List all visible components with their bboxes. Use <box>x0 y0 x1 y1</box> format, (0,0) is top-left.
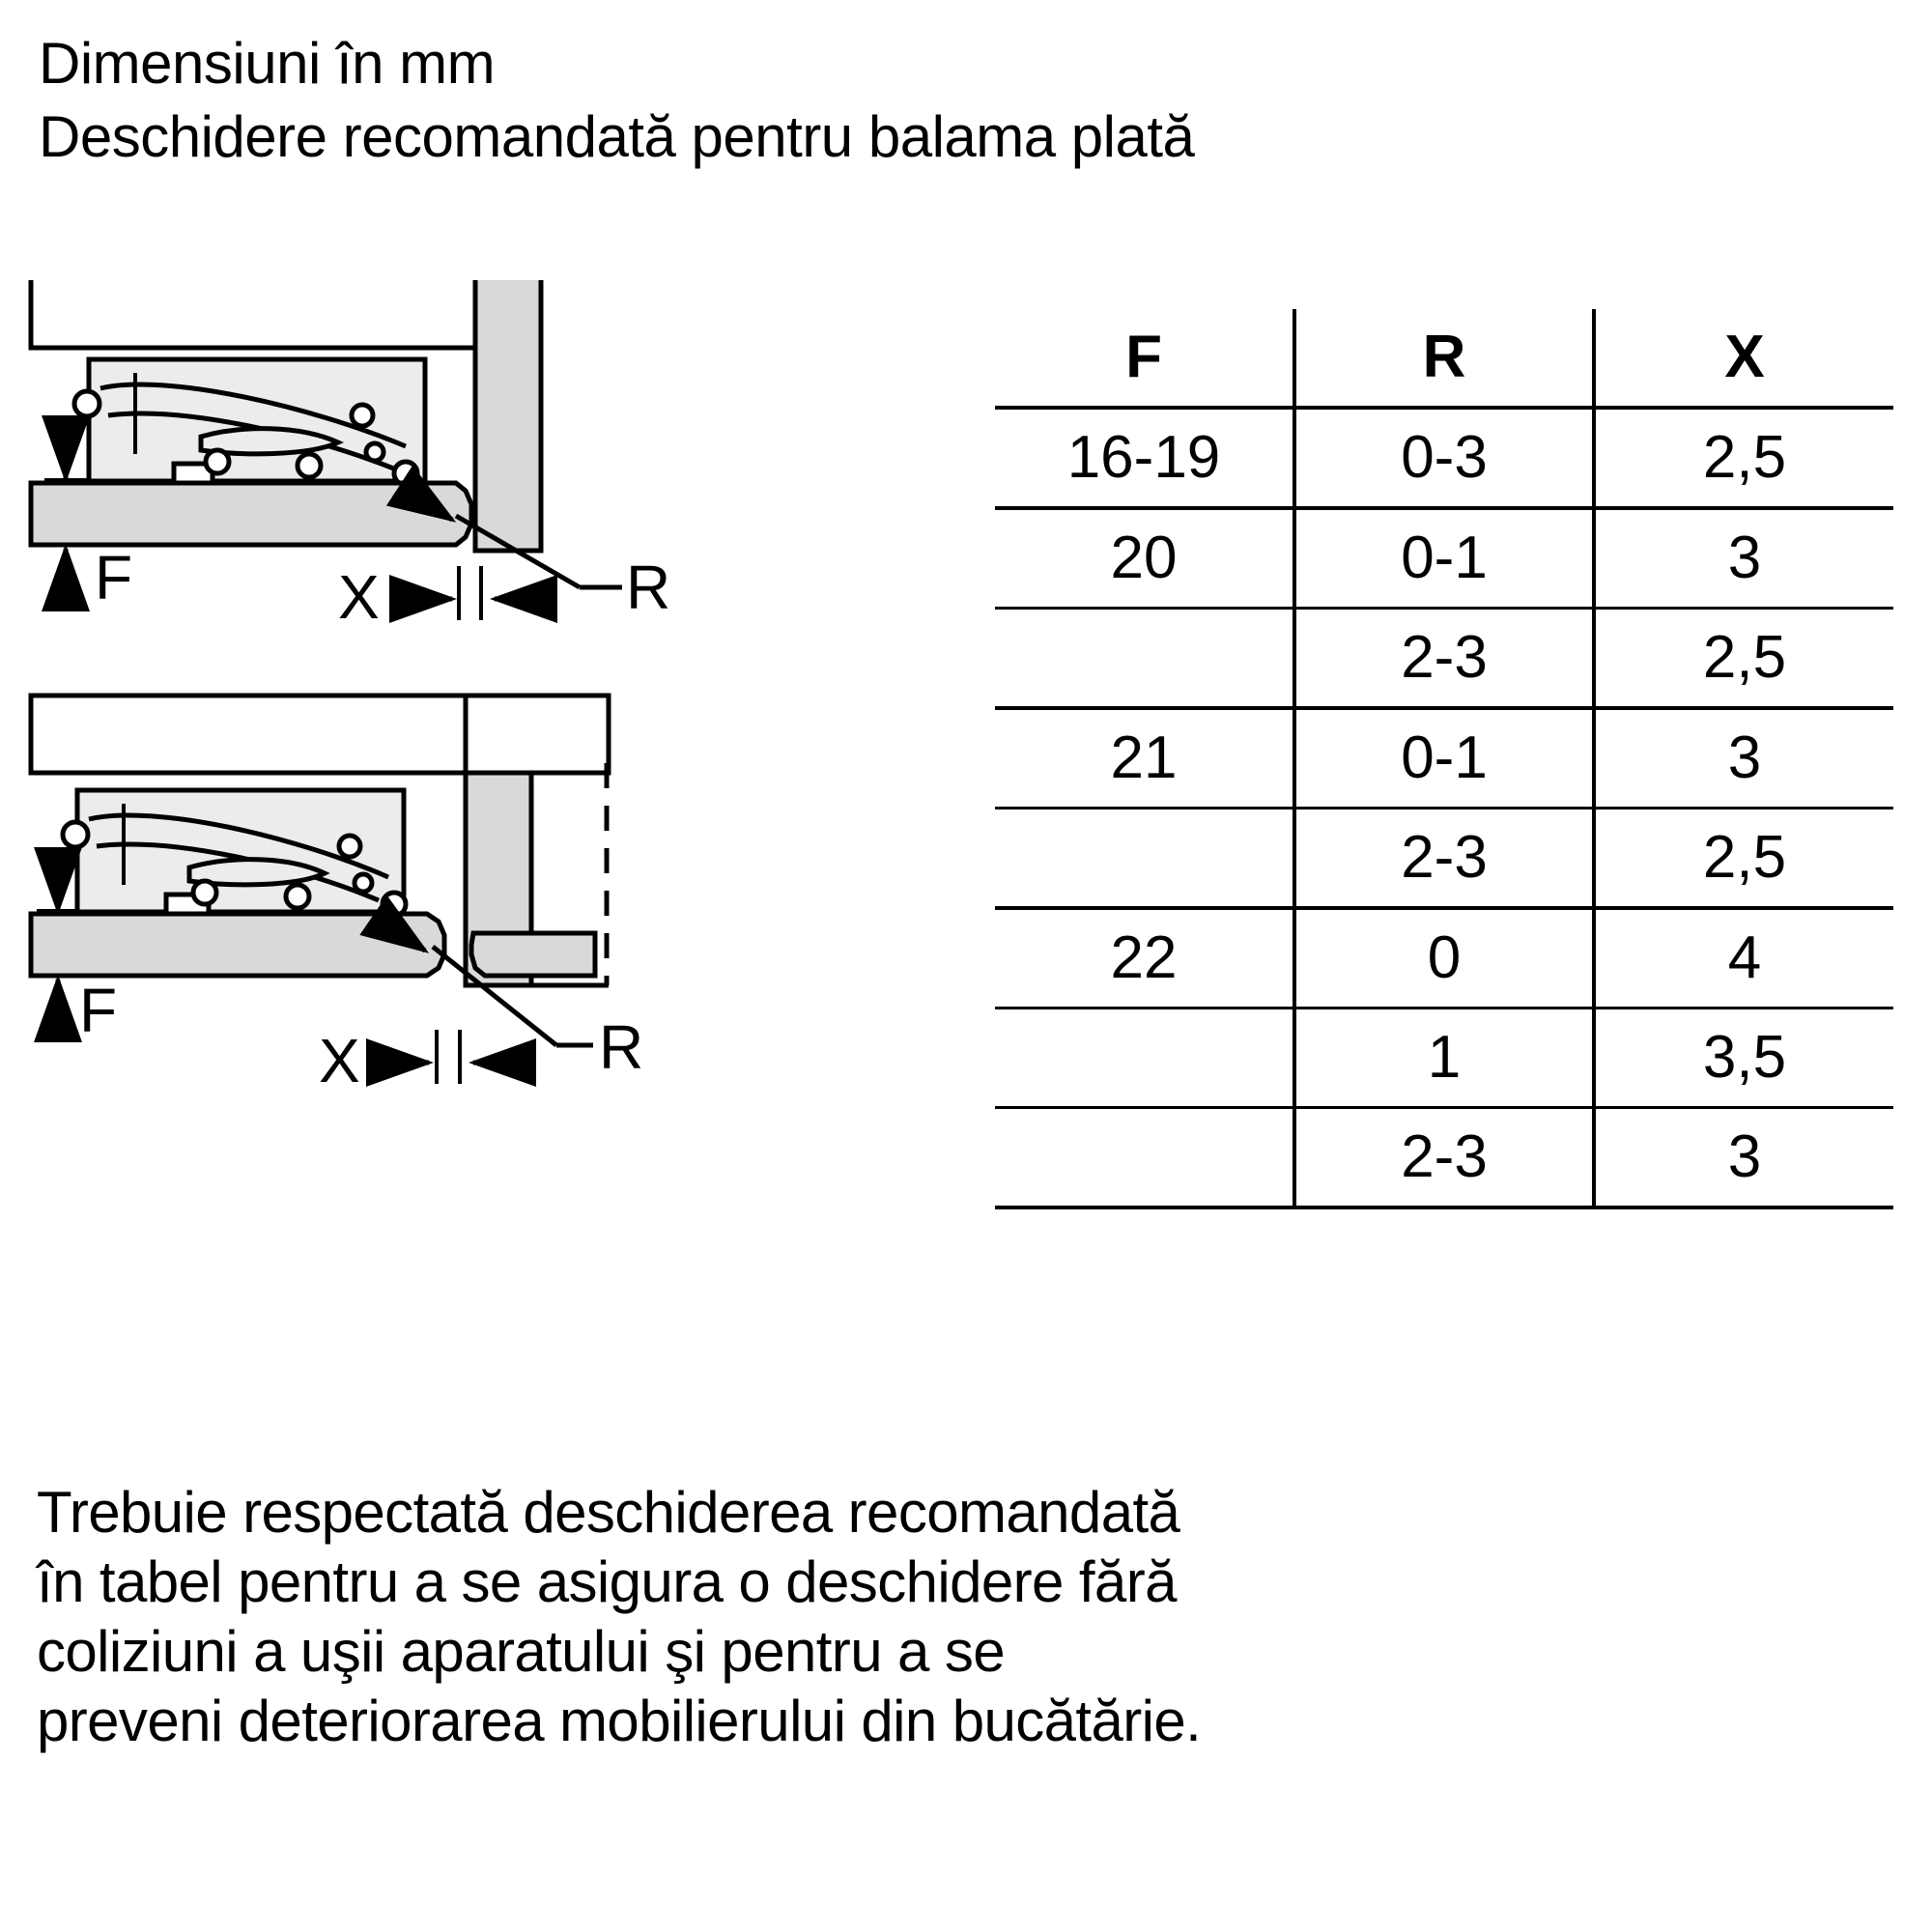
cell-r: 2-3 <box>1294 1108 1594 1208</box>
cell-f <box>995 1108 1294 1208</box>
cell-r: 2-3 <box>1294 609 1594 709</box>
cell-f: 16-19 <box>995 408 1294 508</box>
cell-x: 3 <box>1594 1108 1893 1208</box>
cell-r: 2-3 <box>1294 809 1594 909</box>
cell-f <box>995 609 1294 709</box>
cell-f: 21 <box>995 708 1294 809</box>
svg-text:R: R <box>626 553 671 622</box>
column-header-r: R <box>1294 309 1594 408</box>
cell-x: 3 <box>1594 708 1893 809</box>
cell-f <box>995 809 1294 909</box>
cell-x: 3,5 <box>1594 1009 1893 1108</box>
cell-r: 0-1 <box>1294 508 1594 609</box>
footer-line-1: Trebuie respectată deschiderea recomandată <box>37 1480 1180 1545</box>
footer-line-4: preveni deteriorarea mobilierului din bucătărie. <box>37 1689 1202 1753</box>
diagram-bottom-view <box>31 696 643 1095</box>
table-row <box>995 508 1893 609</box>
cell-x: 2,5 <box>1594 408 1893 508</box>
table-row <box>995 1009 1893 1108</box>
cell-x: 4 <box>1594 908 1893 1009</box>
footer-line-2: în tabel pentru a se asigura o deschidere fără <box>37 1549 1177 1614</box>
cell-x: 2,5 <box>1594 809 1893 909</box>
cell-r: 0-1 <box>1294 708 1594 809</box>
technical-diagram <box>19 280 908 1333</box>
cell-r: 0-3 <box>1294 408 1594 508</box>
svg-text:F: F <box>79 976 118 1045</box>
svg-text:X: X <box>319 1026 360 1095</box>
cell-r: 0 <box>1294 908 1594 1009</box>
diagram-top-view <box>31 280 670 632</box>
column-header-f: F <box>995 309 1294 408</box>
footer-note <box>37 1478 1911 1756</box>
column-header-x: X <box>1594 309 1893 408</box>
cell-f: 22 <box>995 908 1294 1009</box>
table-header-row <box>995 309 1893 408</box>
cell-x: 2,5 <box>1594 609 1893 709</box>
cell-f: 20 <box>995 508 1294 609</box>
footer-line-3: coliziuni a uşii aparatului şi pentru a se <box>37 1619 1006 1684</box>
cell-r: 1 <box>1294 1009 1594 1108</box>
svg-text:R: R <box>599 1012 644 1082</box>
table-row <box>995 609 1893 709</box>
table-row <box>995 708 1893 809</box>
cell-x: 3 <box>1594 508 1893 609</box>
table-row <box>995 809 1893 909</box>
page-title: Dimensiuni în mm <box>39 31 496 96</box>
cell-f <box>995 1009 1294 1108</box>
page-subtitle: Deschidere recomandată pentru balama plată <box>39 104 1195 169</box>
svg-text:X: X <box>338 562 380 632</box>
table-row <box>995 908 1893 1009</box>
spec-table-container <box>995 309 1893 1265</box>
spec-table <box>995 309 1893 1209</box>
table-row <box>995 408 1893 508</box>
table-row <box>995 1108 1893 1208</box>
svg-text:F: F <box>95 543 133 612</box>
